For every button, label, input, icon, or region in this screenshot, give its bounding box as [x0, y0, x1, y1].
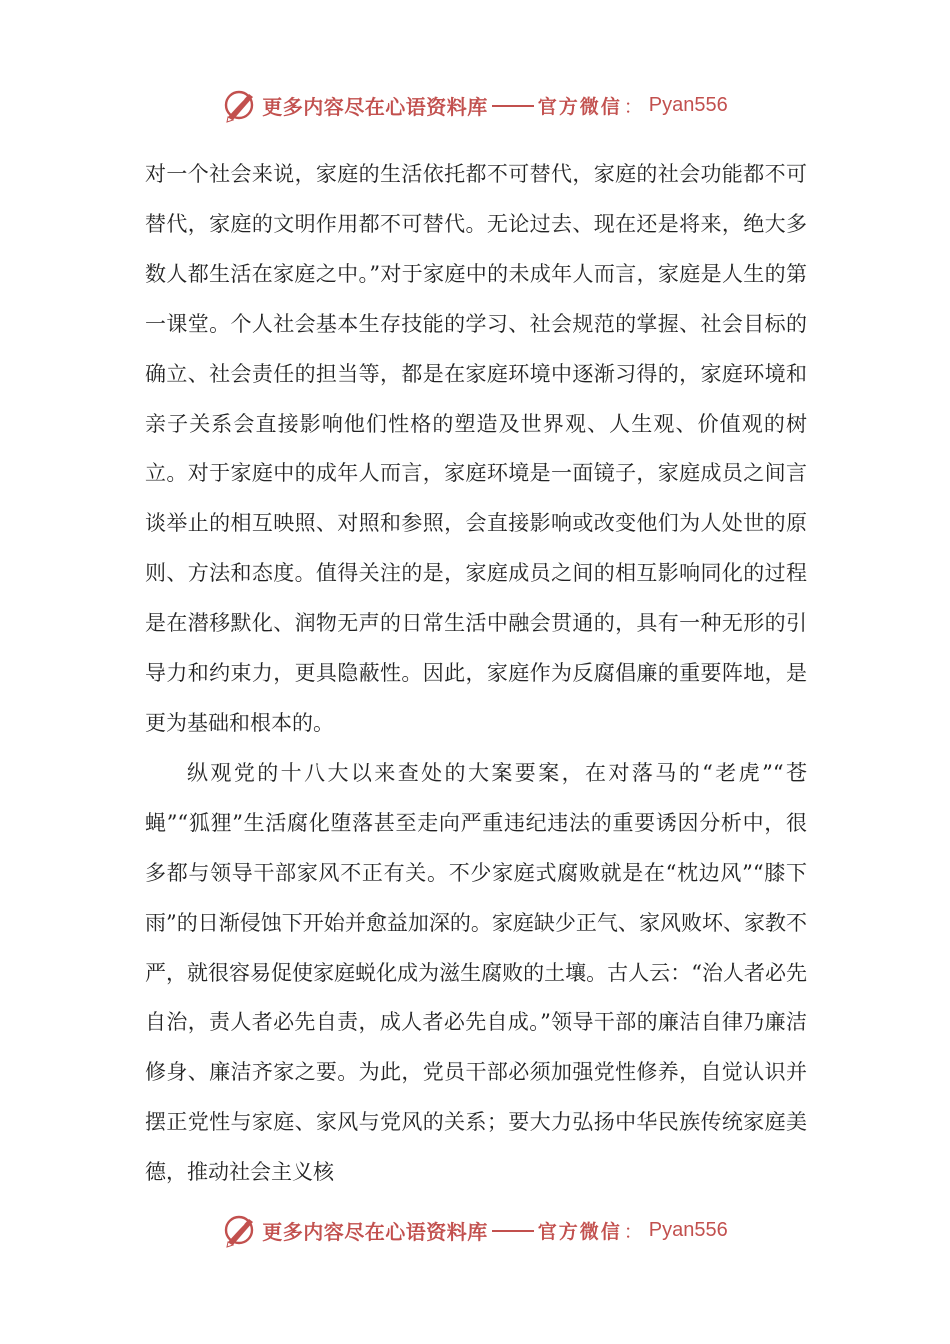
- banner-dash: [492, 105, 534, 107]
- banner-label: 官方微信: [537, 1220, 622, 1243]
- pen-logo-icon: [222, 1212, 258, 1248]
- paragraph-1: 对一个社会来说，家庭的生活依托都不可替代，家庭的社会功能都不可替代，家庭的文明作用都不可替代。无论过去、现在还是将来，绝大多数人都生活在家庭之中。”对于家庭中的未成年人而言，家庭是人生的第一课堂。个人社会基本生存技能的学习、社会规范的掌握、社会目标的确立、社会责任的担当等，都是在家庭环境中逐渐习得的，家庭环境和亲子关系会直接影响他们性格的塑造及世界观、人生观、价值观的树立。对于家庭中的成年人而言，家庭环境是一面镜子，家庭成员之间言谈举止的相互映照、对照和参照，会直接影响或改变他们为人处世的原则、方法和态度。值得关注的是，家庭成员之间的相互影响同化的过程是在潜移默化、润物无声的日常生活中融会贯通的，具有一种无形的引导力和约束力，更具隐蔽性。因此，家庭作为反腐倡廉的重要阵地，是更为基础和根本的。: [145, 162, 807, 735]
- banner-main-text: 更多内容尽在心语资料库: [262, 1219, 488, 1244]
- header-banner: [0, 84, 950, 126]
- banner-separator: ：: [623, 1220, 643, 1243]
- footer-banner: [0, 1209, 950, 1251]
- banner-label: 官方微信: [537, 95, 622, 118]
- banner-wechat-id: Pyan556: [648, 1218, 728, 1241]
- banner-wechat-id: Pyan556: [648, 93, 728, 116]
- document-body: [145, 150, 807, 1198]
- banner-separator: ：: [623, 95, 643, 118]
- banner-dash: [492, 1230, 534, 1232]
- paragraph-2: 纵观党的十八大以来查处的大案要案，在对落马的“老虎”“苍蝇”“狐狸”生活腐化堕落甚至走向严重违纪违法的重要诱因分析中，很多都与领导干部家风不正有关。不少家庭式腐败就是在“枕边风”“膝下雨”的日渐侵蚀下开始并愈益加深的。家庭缺少正气、家风败坏、家教不严，就很容易促使家庭蜕化成为滋生腐败的土壤。古人云：“治人者必先自治，责人者必先自责，成人者必先自成。”领导干部的廉洁自律乃廉洁修身、廉洁齐家之要。为此，党员干部必须加强党性修养，自觉认识并摆正党性与家庭、家风与党风的关系；要大力弘扬中华民族传统家庭美德，推动社会主义核: [145, 760, 807, 1185]
- pen-logo-icon: [222, 87, 258, 123]
- banner-main-text: 更多内容尽在心语资料库: [262, 94, 488, 119]
